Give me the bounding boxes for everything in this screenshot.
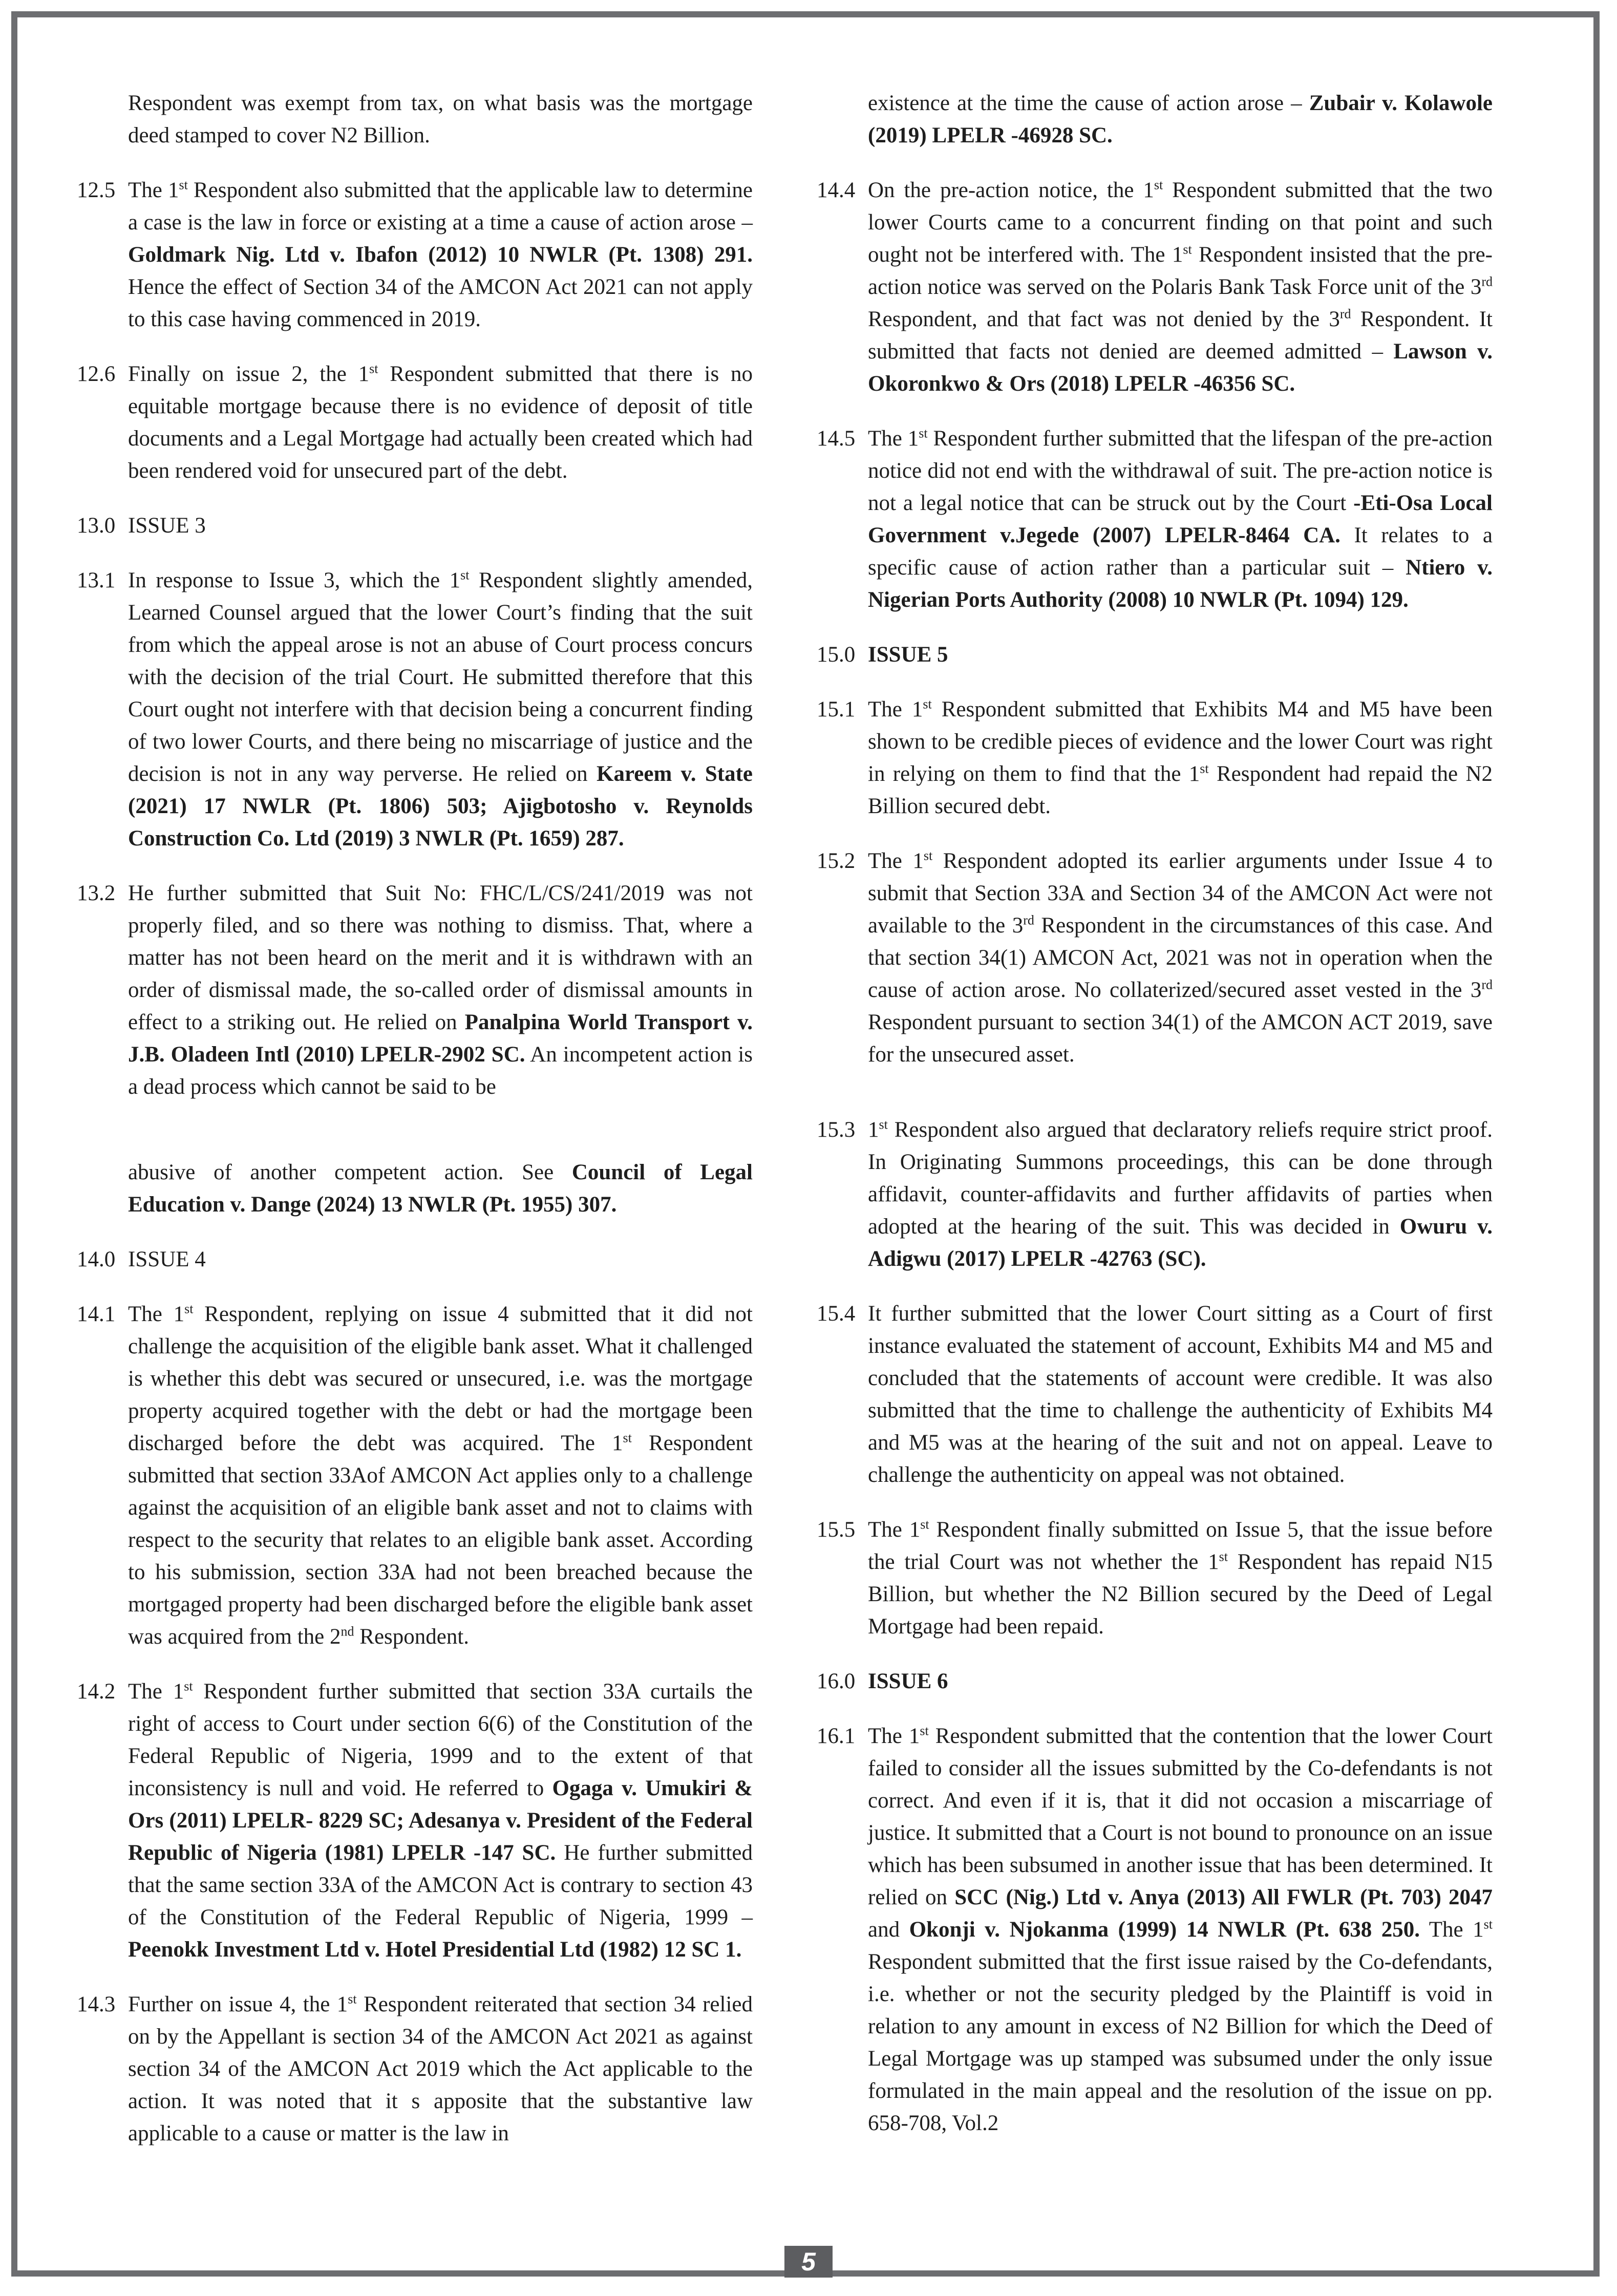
section-title: ISSUE 3 — [128, 514, 206, 538]
paragraph-14-3: 14.3 Further on issue 4, the 1st Respondent reiterated that section 34 relied on by the Appellant is section 34 of the AMCON Act 2021 as against section 34 of the AMCON Act 2019 which the Act applicable to the action. It was noted that it s apposite that the substantive law applicable to a cause or matter is the law in — [77, 1988, 753, 2150]
paragraph-14-2: 14.2 The 1st Respondent further submitted that section 33A curtails the right of access to Court under section 6(6) of the Constitution of the Federal Republic of Nigeria, 1999 and to the extent of that inconsistency is null and void. He referred to Ogaga v. Umukiri & Ors (2011) LPELR- 8229 SC; Adesanya v. President of the Federal Republic of Nigeria (1981) LPELR -147 SC. He further submitted that the same section 33A of the AMCON Act is contrary to section 43 of the Constitution of the Federal Republic of Nigeria, 1999 – Peenokk Investment Ltd v. Hotel Presidential Ltd (1982) 12 SC 1. — [77, 1675, 753, 1966]
paragraph-12-6: 12.6 Finally on issue 2, the 1st Respondent submitted that there is no equitable mortgage because there is no evidence of deposit of title documents and a Legal Mortgage had actually been created which had been rendered void for unsecured part of the debt. — [77, 358, 753, 487]
paragraph-14-4: 14.4 On the pre-action notice, the 1st Respondent submitted that the two lower Courts came to a concurrent finding on that point and such ought not be interfered with. The 1st Respondent insisted that the pre-action notice was served on the Polaris Bank Task Force unit of the 3rd Respondent, and that fact was not denied by the 3rd Respondent. It submitted that facts not denied are deemed admitted – Lawson v. Okoronkwo & Ors (2018) LPELR -46356 SC. — [817, 174, 1493, 400]
case-citation: -Eti-Osa Local Government v.Jegede (2007) LPELR-8464 CA. — [868, 491, 1493, 547]
case-citation: Ogaga v. Umukiri & Ors (2011) LPELR- 8229 SC; Adesanya v. President of the Federal Republic of Nigeria (1981) LPELR -147 SC. — [128, 1776, 753, 1865]
paragraph-15-5: 15.5 The 1st Respondent finally submitted on Issue 5, that the issue before the trial Court was not whether the 1st Respondent has repaid N15 Billion, but whether the N2 Billion secured by the Deed of Legal Mortgage had been repaid. — [817, 1514, 1493, 1643]
paragraph-number: 12.5 — [77, 178, 116, 202]
case-citation: Kareem v. State (2021) 17 NWLR (Pt. 1806) 503; Ajigbotosho v. Reynolds Construction Co. Ltd (2019) 3 NWLR (Pt. 1659) 287. — [128, 762, 753, 851]
section-title: ISSUE 5 — [868, 643, 948, 667]
case-citation: Okonji v. Njokanma (1999) 14 NWLR (Pt. 638 250. — [909, 1918, 1420, 1942]
paragraph-15-2: 15.2 The 1st Respondent adopted its earlier arguments under Issue 4 to submit that Section 33A and Section 34 of the AMCON Act were not available to the 3rd Respondent in the circumstances of this case. And that section 34(1) AMCON Act, 2021 was not in operation when the cause of action arose. No collaterized/secured asset vested in the 3rd Respondent pursuant to section 34(1) of the AMCON ACT 2019, save for the unsecured asset. — [817, 845, 1493, 1071]
section-heading-issue-3 — [77, 509, 753, 542]
section-title: ISSUE 6 — [868, 1669, 948, 1693]
paragraph-number: 14.4 — [817, 178, 856, 202]
paragraph-text: Respondent was exempt from tax, on what basis was the mortgage deed stamped to cover N2 Billion. — [128, 91, 753, 147]
spacer — [817, 1093, 1493, 1114]
paragraph-continuation: abusive of another competent action. See Council of Legal Education v. Dange (2024) 13 NWLR (Pt. 1955) 307. — [128, 1160, 753, 1217]
paragraph-number: 14.2 — [77, 1680, 116, 1704]
paragraph-number: 15.3 — [817, 1118, 856, 1142]
paragraph-continuation — [77, 87, 753, 152]
paragraph-number: 14.5 — [817, 427, 856, 451]
paragraph-number: 15.4 — [817, 1302, 856, 1326]
paragraph-number: 13.1 — [77, 568, 116, 592]
paragraph-13-2: 13.2 He further submitted that Suit No: FHC/L/CS/241/2019 was not properly filed, and so there was nothing to dismiss. That, where a matter has not been heard on the merit and it is withdrawn with an order of dismissal made, the so-called order of dismissal amounts in effect to a striking out. He relied on Panalpina World Transport v. J.B. Oladeen Intl (2010) LPELR-2902 SC. An incompetent action is a dead process which cannot be said to be — [77, 877, 753, 1103]
right-column — [817, 87, 1493, 2162]
paragraph-15-1: 15.1 The 1st Respondent submitted that Exhibits M4 and M5 have been shown to be credible pieces of evidence and the lower Court was right in relying on them to find that the 1st Respondent had repaid the N2 Billion secured debt. — [817, 693, 1493, 822]
page-number-badge: 5 — [784, 2246, 833, 2278]
case-citation: Peenokk Investment Ltd v. Hotel Presidential Ltd (1982) 12 SC 1. — [128, 1938, 742, 1962]
section-heading-issue-5 — [817, 639, 1493, 671]
paragraph-14-1: 14.1 The 1st Respondent, replying on issue 4 submitted that it did not challenge the acquisition of the eligible bank asset. What it challenged is whether this debt was secured or unsecured, i.e. was the mortgage property acquired together with the debt or had the mortgage been discharged before the debt was acquired. The 1st Respondent submitted that section 33Aof AMCON Act applies only to a challenge against the acquisition of an eligible bank asset and not to claims with respect to the security that relates to an eligible bank asset. According to his submission, section 33A had not been breached because the mortgaged property had been discharged before the eligible bank asset was acquired from the 2nd Respondent. — [77, 1298, 753, 1653]
paragraph-number: 12.6 — [77, 362, 116, 386]
paragraph-number: 14.3 — [77, 1992, 116, 2016]
case-citation: Lawson v. Okoronkwo & Ors (2018) LPELR -46356 SC. — [868, 339, 1493, 396]
paragraph-15-4: 15.4 It further submitted that the lower Court sitting as a Court of first instance evaluated the statement of account, Exhibits M4 and M5 and concluded that the statements of account were credible. It was also submitted that the time to challenge the authenticity of Exhibits M4 and M5 was at the hearing of the suit and not on appeal. Leave to challenge the authenticity on appeal was not obtained. — [817, 1298, 1493, 1491]
paragraph-number: 15.5 — [817, 1518, 856, 1542]
paragraph-number: 15.2 — [817, 849, 856, 873]
case-citation: Panalpina World Transport v. J.B. Oladeen Intl (2010) LPELR-2902 SC. — [128, 1010, 753, 1067]
spacer — [77, 1125, 753, 1156]
section-number: 14.0 — [77, 1247, 116, 1271]
paragraph-number: 14.1 — [77, 1302, 116, 1326]
paragraph-15-3: 15.3 1st Respondent also argued that declaratory reliefs require strict proof. In Originating Summons proceedings, this can be done through affidavit, counter-affidavits and further affidavits of parties when adopted at the hearing of the suit. This was decided in Owuru v. Adigwu (2017) LPELR -42763 (SC). — [817, 1114, 1493, 1275]
paragraph-number: 15.1 — [817, 697, 856, 721]
paragraph-continuation: existence at the time the cause of action arose – Zubair v. Kolawole (2019) LPELR -46928 SC. — [868, 91, 1493, 147]
section-heading-issue-4 — [77, 1243, 753, 1275]
paragraph-16-1: 16.1 The 1st Respondent submitted that the contention that the lower Court failed to consider all the issues submitted by the Co-defendants is not correct. And even if it is, that it did not occasion a miscarriage of justice. It submitted that a Court is not bound to pronounce on an issue which has been subsumed in another issue that has been determined. It relied on SCC (Nig.) Ltd v. Anya (2013) All FWLR (Pt. 703) 2047 and Okonji v. Njokanma (1999) 14 NWLR (Pt. 638 250. The 1st Respondent submitted that the first issue raised by the Co-defendants, i.e. whether or not the security pledged by the Plaintiff is void in relation to any amount in excess of N2 Billion for which the Deed of Legal Mortgage was up stamped was subsumed under the only issue formulated in the main appeal and the resolution of the issue on pp. 658-708, Vol.2 — [817, 1720, 1493, 2139]
section-heading-issue-6 — [817, 1665, 1493, 1697]
left-column — [77, 87, 753, 2172]
section-number: 13.0 — [77, 514, 116, 538]
case-citation: Ntiero v. Nigerian Ports Authority (2008) 10 NWLR (Pt. 1094) 129. — [868, 556, 1493, 612]
paragraph-number: 16.1 — [817, 1724, 856, 1748]
case-citation: SCC (Nig.) Ltd v. Anya (2013) All FWLR (Pt. 703) 2047 — [954, 1885, 1493, 1909]
case-citation: Council of Legal Education v. Dange (2024) 13 NWLR (Pt. 1955) 307. — [128, 1160, 753, 1217]
case-citation: Owuru v. Adigwu (2017) LPELR -42763 (SC). — [868, 1215, 1493, 1271]
case-citation: Zubair v. Kolawole (2019) LPELR -46928 SC. — [868, 91, 1493, 147]
section-number: 15.0 — [817, 643, 856, 667]
section-title: ISSUE 4 — [128, 1247, 206, 1271]
case-citation: Goldmark Nig. Ltd v. Ibafon (2012) 10 NWLR (Pt. 1308) 291. — [128, 243, 753, 267]
paragraph-number: 13.2 — [77, 881, 116, 905]
paragraph-12-5: 12.5 The 1st Respondent also submitted that the applicable law to determine a case is the law in force or existing at a time a cause of action arose – Goldmark Nig. Ltd v. Ibafon (2012) 10 NWLR (Pt. 1308) 291. Hence the effect of Section 34 of the AMCON Act 2021 can not apply to this case having commenced in 2019. — [77, 174, 753, 335]
paragraph-13-1: 13.1 In response to Issue 3, which the 1st Respondent slightly amended, Learned Counsel argued that the lower Court’s finding that the suit from which the appeal arose is not an abuse of Court process concurs with the decision of the trial Court. He submitted therefore that this Court ought not interfere with that decision being a concurrent finding of two lower Courts, and there being no miscarriage of justice and the decision is not in any way perverse. He relied on Kareem v. State (2021) 17 NWLR (Pt. 1806) 503; Ajigbotosho v. Reynolds Construction Co. Ltd (2019) 3 NWLR (Pt. 1659) 287. — [77, 564, 753, 855]
paragraph-14-5: 14.5 The 1st Respondent further submitted that the lifespan of the pre-action notice did not end with the withdrawal of suit. The pre-action notice is not a legal notice that can be struck out by the Court -Eti-Osa Local Government v.Jegede (2007) LPELR-8464 CA. It relates to a specific cause of action rather than a particular suit – Ntiero v. Nigerian Ports Authority (2008) 10 NWLR (Pt. 1094) 129. — [817, 422, 1493, 616]
section-number: 16.0 — [817, 1669, 856, 1693]
